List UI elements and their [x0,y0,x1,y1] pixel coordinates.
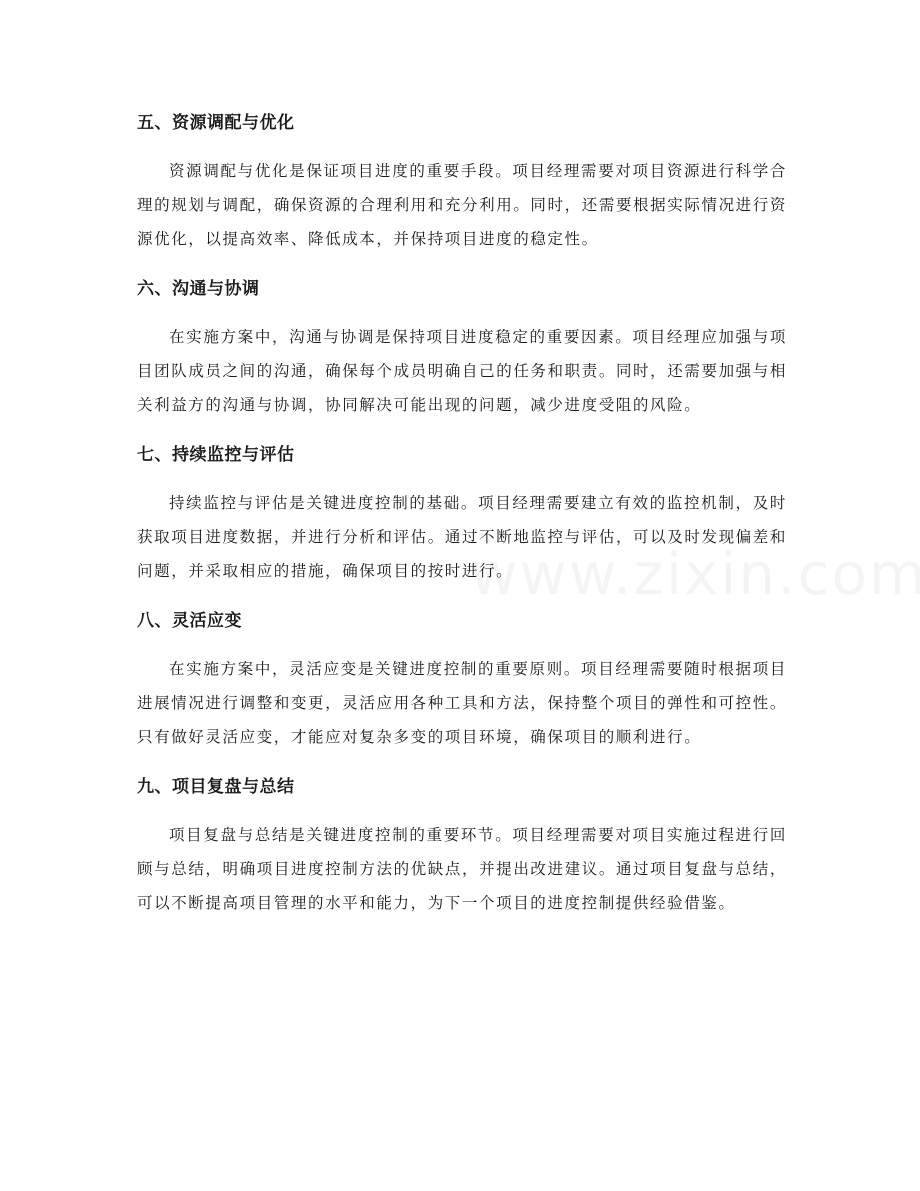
section-paragraph: 持续监控与评估是关键进度控制的基础。项目经理需要建立有效的监控机制，及时获取项目进度数据，并进行分析和评估。通过不断地监控与评估，可以及时发现偏差和问题，并采取相应的措施，确保项目的按时进行。 [137,494,787,580]
document-content [137,106,787,920]
section-heading: 九、项目复盘与总结 [137,777,295,797]
section-9 [137,770,787,920]
section-paragraph: 在实施方案中，沟通与协调是保持项目进度稳定的重要因素。项目经理应加强与项目团队成员之间的沟通，确保每个成员明确自己的任务和职责。同时，还需要加强与相关利益方的沟通与协调，协同解决可能出现的问题，减少进度受阻的风险。 [137,328,787,414]
section-heading: 五、资源调配与优化 [137,113,295,133]
section-paragraph: 资源调配与优化是保证项目进度的重要手段。项目经理需要对项目资源进行科学合理的规划与调配，确保资源的合理利用和充分利用。同时，还需要根据实际情况进行资源优化，以提高效率、降低成本，并保持项目进度的稳定性。 [137,162,787,248]
section-heading: 六、沟通与协调 [137,279,260,299]
section-6 [137,272,787,438]
section-8 [137,604,787,770]
section-5 [137,106,787,272]
section-7 [137,438,787,604]
section-heading: 七、持续监控与评估 [137,445,295,465]
section-heading: 八、灵活应变 [137,611,242,631]
section-paragraph: 在实施方案中，灵活应变是关键进度控制的重要原则。项目经理需要随时根据项目进展情况进行调整和变更，灵活应用各种工具和方法，保持整个项目的弹性和可控性。只有做好灵活应变，才能应对复杂多变的项目环境，确保项目的顺利进行。 [137,660,787,746]
section-paragraph: 项目复盘与总结是关键进度控制的重要环节。项目经理需要对项目实施过程进行回顾与总结，明确项目进度控制方法的优缺点，并提出改进建议。通过项目复盘与总结，可以不断提高项目管理的水平和能力，为下一个项目的进度控制提供经验借鉴。 [137,826,787,912]
